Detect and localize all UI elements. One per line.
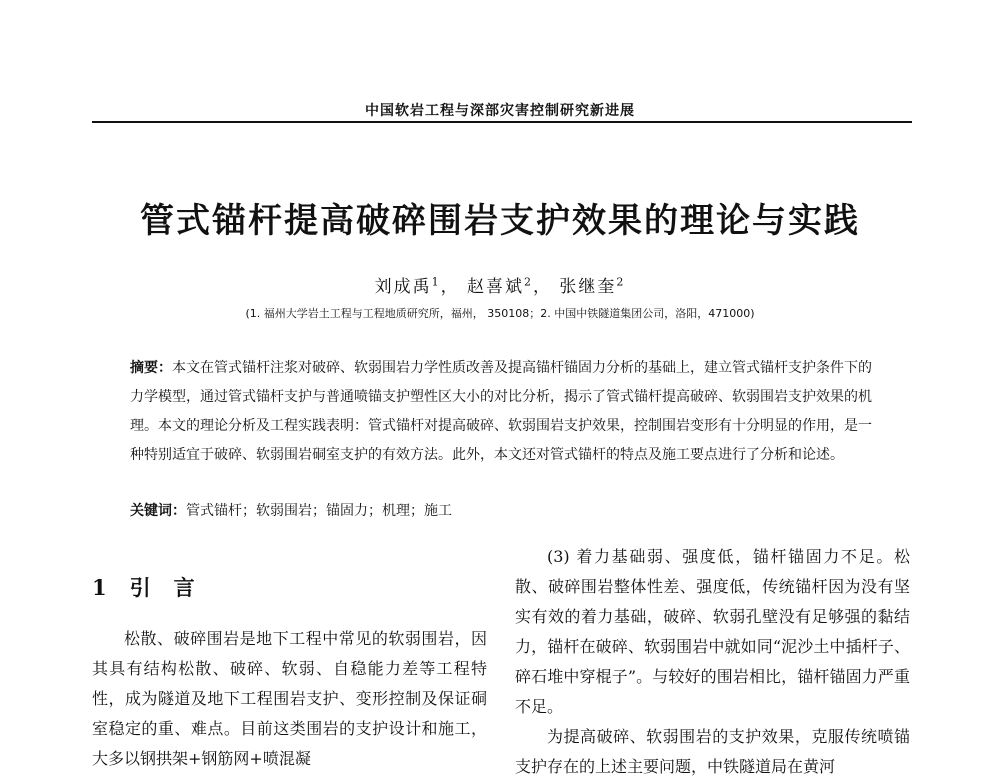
- author-3-name: 张继奎: [559, 277, 617, 297]
- author-2-name: 赵喜斌: [467, 277, 524, 297]
- running-header: 中国软岩工程与深部灾害控制研究新进展: [365, 103, 635, 119]
- abstract-text: 本文在管式锚杆注浆对破碎、软弱围岩力学性质改善及提高锚杆锚固力分析的基础上，建立管式锚杆支护条件下的力学模型，通过管式锚杆支护与普通喷锚支护塑性区大小的对比分析，揭示了管式锚杆提高破碎、软弱围岩支护效果的机理。本文的理论分析及工程实践表明：管式锚杆对提高破碎、软弱围岩支护效果，控制围岩变形有十分明显的作用，是一种特别适宜于破碎、软弱围岩硐室支护的有效方法。此外，本文还对管式锚杆的特点及施工要点进行了分析和论述。: [130, 360, 872, 463]
- keywords-text: 管式锚杆；软弱围岩；锚固力；机理；施工: [186, 503, 452, 519]
- author-separator: ，: [533, 277, 552, 297]
- affiliation: (1. 福州大学岩土工程与工程地质研究所，福州， 350108；2. 中国中铁隧道集团公司，洛阳，471000): [245, 307, 755, 320]
- section-number: 1: [92, 575, 108, 600]
- author-list: [0, 272, 1000, 297]
- body-paragraph: 为提高破碎、软弱围岩的支护效果，克服传统喷锚支护存在的上述主要问题，中铁隧道局在黄河: [515, 727, 910, 776]
- body-paragraph: 松散、破碎围岩是地下工程中常见的软弱围岩，因其具有结构松散、破碎、软弱、自稳能力差等工程特性，成为隧道及地下工程围岩支护、变形控制及保证硐室稳定的重、难点。目前这类围岩的支护设计和施工，大多以钢拱架+钢筋网+喷混凝: [92, 629, 487, 768]
- author-separator: ，: [440, 277, 460, 297]
- paper-title: 管式锚杆提高破碎围岩支护效果的理论与实践: [140, 201, 860, 241]
- author-1: [375, 277, 441, 297]
- author-2: [467, 277, 533, 297]
- abstract: [130, 354, 880, 470]
- body-paragraph: (3) 着力基础弱、强度低，锚杆锚固力不足。松散、破碎围岩整体性差、强度低，传统锚杆因为没有坚实有效的着力基础，破碎、软弱孔壁没有足够强的黏结力，锚杆在破碎、软弱围岩中就如同“泥沙土中插杆子、碎石堆中穿棍子”。与较好的围岩相比，锚杆锚固力严重不足。: [515, 547, 910, 716]
- author-3-affiliation-mark: 2: [616, 275, 626, 289]
- section-heading: [92, 572, 196, 602]
- abstract-label: 摘要：: [130, 360, 172, 376]
- header-rule: [92, 121, 912, 123]
- author-3: [559, 277, 625, 297]
- author-1-affiliation-mark: 1: [431, 275, 441, 289]
- author-2-affiliation-mark: 2: [524, 275, 533, 289]
- author-1-name: 刘成禹: [374, 277, 432, 297]
- keywords: [130, 497, 880, 526]
- body-column-right: [515, 542, 910, 782]
- section-title: 引 言: [129, 575, 196, 600]
- keywords-label: 关键词：: [130, 503, 186, 519]
- body-column-left: [92, 624, 487, 774]
